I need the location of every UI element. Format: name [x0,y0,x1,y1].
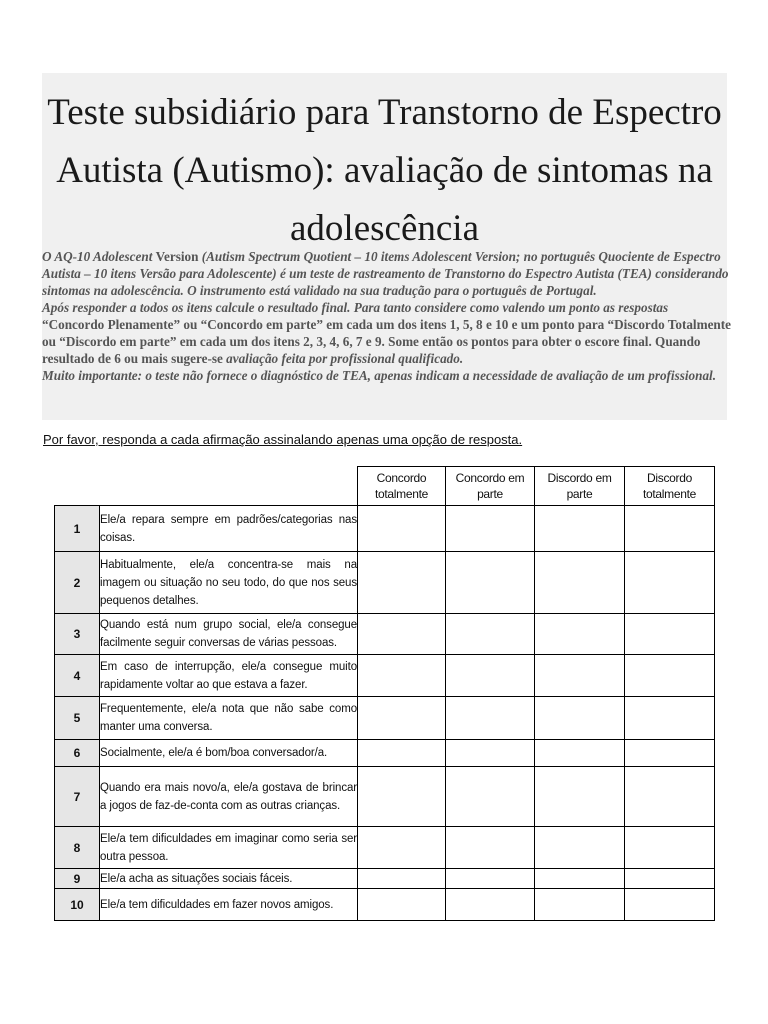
answer-cell-discordo-em-parte[interactable] [535,506,625,552]
item-number: 1 [55,506,100,552]
item-number: 7 [55,767,100,827]
item-statement: Quando está num grupo social, ele/a consegue facilmente seguir conversas de várias pessoas. [100,614,358,655]
intro-paragraph-3 [42,367,732,384]
item-statement: Frequentemente, ele/a nota que não sabe como manter uma conversa. [100,697,358,740]
answer-cell-discordo-em-parte[interactable] [535,552,625,614]
answer-cell-concordo-em-parte[interactable] [446,827,535,869]
table-row [55,697,715,740]
table-header-blank [55,467,358,506]
answer-cell-discordo-em-parte[interactable] [535,697,625,740]
table-row [55,889,715,921]
answer-cell-concordo-em-parte[interactable] [446,506,535,552]
table-row [55,614,715,655]
intro-p2-part-c: “Concordo Plenamente” ou “Concordo em parte” em cada um dos itens 1, 5, 8 e 10 e um ponto para “Discordo Totalmente ou “Discordo em parte” em cada um dos itens 2, 3, 4, 6, 7 e 9. Some então os pontos para obter o escore final. Quando resultado de 6 ou mais sugere-se [42,317,732,366]
table-row [55,552,715,614]
table-row [55,506,715,552]
answer-cell-concordo-em-parte[interactable] [446,767,535,827]
page-title: Teste subsidiário para Transtorno de Espectro Autista (Autismo): avaliação de sintomas na adolescência [47,92,722,249]
answer-cell-discordo-totalmente[interactable] [625,614,715,655]
answer-cell-concordo-em-parte[interactable] [446,740,535,767]
intro-text [42,248,732,384]
answer-cell-discordo-totalmente[interactable] [625,552,715,614]
answer-cell-discordo-totalmente[interactable] [625,869,715,889]
answer-cell-concordo-em-parte[interactable] [446,614,535,655]
item-statement: Ele/a tem dificuldades em fazer novos amigos. [100,889,358,921]
answer-cell-concordo-totalmente[interactable] [358,889,446,921]
answer-cell-concordo-totalmente[interactable] [358,552,446,614]
item-number: 8 [55,827,100,869]
item-statement: Ele/a acha as situações sociais fáceis. [100,869,358,889]
answer-cell-discordo-em-parte[interactable] [535,767,625,827]
answer-cell-concordo-totalmente[interactable] [358,869,446,889]
item-statement: Ele/a tem dificuldades em imaginar como seria ser outra pessoa. [100,827,358,869]
intro-p2-part-a: Após responder a todos os itens calcule o resultado final. Para tanto [42,300,415,315]
instruction-text: Por favor, responda a cada afirmação assinalando apenas uma opção de resposta. [43,432,523,447]
answer-cell-discordo-em-parte[interactable] [535,869,625,889]
item-number: 3 [55,614,100,655]
intro-p2-part-d: avaliação feita por profissional qualificado. [226,351,464,366]
answer-cell-concordo-totalmente[interactable] [358,506,446,552]
item-number: 5 [55,697,100,740]
answer-cell-discordo-totalmente[interactable] [625,767,715,827]
answer-cell-discordo-em-parte[interactable] [535,889,625,921]
table-row [55,827,715,869]
item-number: 4 [55,655,100,697]
intro-p1-part-c: (Autism Spectrum Quotient – 10 items Adolescent Version; no português Quociente de Espectro Autista – 10 itens Versão para Adolescente) é um teste de rastreamento de Transtorno do Espectro Autista (TEA) considerando sintomas na adolescência. O instrumento está validado na sua tradução para o português de Portugal. [42,249,729,298]
column-header-concordo-em-parte: Concordo em parte [446,467,535,506]
questionnaire-table [54,466,715,921]
answer-cell-discordo-em-parte[interactable] [535,614,625,655]
answer-cell-concordo-em-parte[interactable] [446,552,535,614]
intro-paragraph-1 [42,248,732,299]
column-header-discordo-em-parte: Discordo em parte [535,467,625,506]
intro-paragraph-2 [42,299,732,367]
intro-p1-part-a: O AQ-10 Adolescent [42,249,156,264]
answer-cell-discordo-totalmente[interactable] [625,655,715,697]
table-header-row [55,467,715,506]
item-statement: Socialmente, ele/a é bom/boa conversador/a. [100,740,358,767]
answer-cell-discordo-em-parte[interactable] [535,655,625,697]
answer-cell-concordo-totalmente[interactable] [358,614,446,655]
item-number: 9 [55,869,100,889]
table-row [55,767,715,827]
table-row [55,655,715,697]
intro-p1-part-b: Version [155,249,199,264]
answer-cell-concordo-totalmente[interactable] [358,827,446,869]
answer-cell-concordo-totalmente[interactable] [358,655,446,697]
answer-cell-discordo-totalmente[interactable] [625,697,715,740]
item-statement: Em caso de interrupção, ele/a consegue muito rapidamente voltar ao que estava a fazer. [100,655,358,697]
answer-cell-discordo-totalmente[interactable] [625,827,715,869]
answer-cell-concordo-totalmente[interactable] [358,740,446,767]
item-statement: Ele/a repara sempre em padrões/categorias nas coisas. [100,506,358,552]
answer-cell-concordo-em-parte[interactable] [446,869,535,889]
intro-p3: Muito importante: o teste não fornece o diagnóstico de TEA, apenas indicam a necessidade de avaliação de um profissional. [42,368,717,383]
table-row [55,869,715,889]
answer-cell-concordo-totalmente[interactable] [358,697,446,740]
item-statement: Quando era mais novo/a, ele/a gostava de brincar a jogos de faz-de-conta com as outras crianças. [100,767,358,827]
item-number: 2 [55,552,100,614]
column-header-concordo-totalmente: Concordo totalmente [358,467,446,506]
answer-cell-discordo-em-parte[interactable] [535,827,625,869]
column-header-discordo-totalmente: Discordo totalmente [625,467,715,506]
item-number: 10 [55,889,100,921]
answer-cell-discordo-em-parte[interactable] [535,740,625,767]
item-statement: Habitualmente, ele/a concentra-se mais na imagem ou situação no seu todo, do que nos seus pequenos detalhes. [100,552,358,614]
table-row [55,740,715,767]
answer-cell-concordo-em-parte[interactable] [446,889,535,921]
answer-cell-concordo-em-parte[interactable] [446,697,535,740]
item-number: 6 [55,740,100,767]
answer-cell-concordo-totalmente[interactable] [358,767,446,827]
answer-cell-discordo-totalmente[interactable] [625,889,715,921]
intro-p2-part-b: considere como valendo um ponto as respostas [414,300,669,315]
answer-cell-concordo-em-parte[interactable] [446,655,535,697]
answer-cell-discordo-totalmente[interactable] [625,740,715,767]
answer-cell-discordo-totalmente[interactable] [625,506,715,552]
